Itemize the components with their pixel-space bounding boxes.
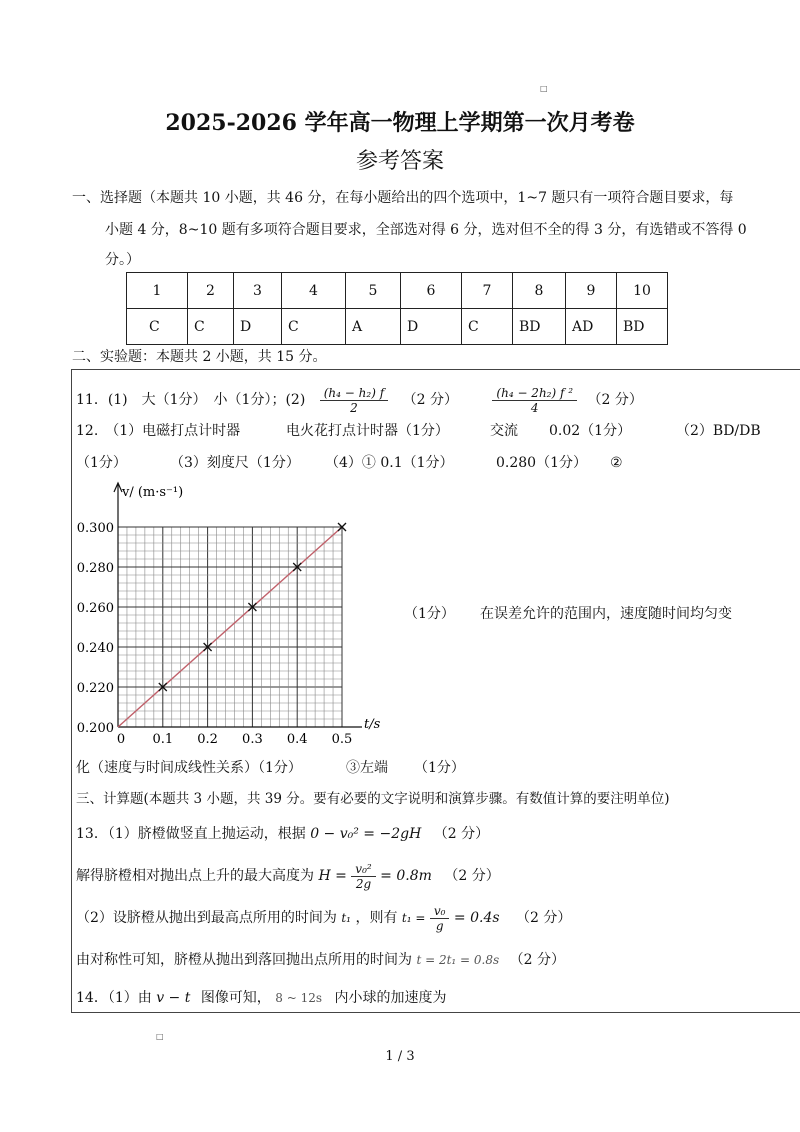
table-cell: C	[462, 309, 513, 345]
y-tick-label: 0.280	[76, 561, 114, 576]
q12-part-m: 化（速度与时间成线性关系）（1分）	[76, 760, 302, 776]
q13-line2-eq-rhs: = 0.8m	[380, 868, 432, 884]
table-cell: C	[188, 309, 234, 345]
section2-heading: 二、实验题：本题共 2 小题，共 15 分。	[72, 349, 327, 365]
q12-part-n: ③左端	[346, 760, 388, 776]
q13-line4	[76, 950, 565, 970]
table-cell: 4	[282, 273, 346, 309]
table-cell: 6	[401, 273, 462, 309]
table-cell: 3	[234, 273, 282, 309]
q12-part-e: （2）BD/DB	[676, 423, 761, 439]
q12-part-o: （1分）	[414, 760, 465, 776]
q13-line1-text: 13．（1）脐橙做竖直上抛运动，根据	[76, 826, 306, 842]
q14-range: 8 ~ 12s	[275, 991, 323, 1005]
answer-table	[126, 272, 668, 345]
q13-line4-score: （2 分）	[509, 952, 565, 968]
q11-fraction-2	[492, 386, 577, 415]
q13-line4-equation: t = 2t₁ = 0.8s	[416, 953, 500, 967]
table-cell: 2	[188, 273, 234, 309]
q13-line2-score: （2 分）	[444, 868, 500, 884]
page-number: 1 / 3	[385, 1049, 415, 1064]
q12-part-g: （3）刻度尺（1分）	[170, 455, 300, 471]
section1-line1: 一、选择题（本题共 10 小题，共 46 分，在每小题给出的四个选项中，1~7 题只有一项符合题目要求，每	[72, 190, 734, 206]
q12-part-d: 0.02（1分）	[549, 423, 632, 439]
q13-line1	[76, 824, 489, 844]
chart-ylabel: v/ (m·s⁻¹)	[122, 485, 184, 500]
q12-part-h: （4）① 0.1（1分）	[325, 455, 454, 471]
q13-line3-text: （2）设脐橙从抛出到最高点所用的时间为	[76, 910, 337, 926]
table-cell: BD	[617, 309, 668, 345]
q12-part-c: 交流	[490, 423, 518, 439]
answer-table-numbers-row	[127, 273, 668, 309]
q12-part-f: （1分）	[76, 455, 127, 471]
q13-line1-score: （2 分）	[433, 826, 490, 842]
q14-line1	[76, 988, 446, 1008]
q11-score-2: （2 分）	[587, 392, 643, 408]
q12-part-a: 12. （1）电磁打点计时器	[76, 423, 241, 439]
x-tick-label: 0.2	[197, 732, 218, 747]
table-cell: 8	[513, 273, 566, 309]
q11-prefix: 11．(1) 大（1分） 小（1分）；(2)	[76, 392, 306, 408]
q13-line3-score: （2 分）	[516, 910, 572, 926]
q13-line3-mid: ，则有	[355, 910, 398, 926]
y-tick-label: 0.220	[76, 681, 114, 696]
y-tick-label: 0.200	[76, 721, 114, 736]
x-tick-label: 0.3	[242, 732, 263, 747]
table-cell: D	[401, 309, 462, 345]
q13-line3	[76, 900, 571, 936]
q11-frac2-num: (h₄ − 2h₂) f ²	[492, 386, 577, 401]
q11-fraction-1	[320, 386, 388, 415]
q13-line2-num: v₀²	[351, 862, 375, 877]
table-cell: BD	[513, 309, 566, 345]
q12-part-i: 0.280（1分）	[496, 455, 587, 471]
top-mark: □	[540, 84, 548, 93]
table-cell: 7	[462, 273, 513, 309]
q13-line2	[76, 858, 500, 894]
table-cell: 1	[127, 273, 188, 309]
q13-line3-t: t₁	[341, 911, 351, 925]
page-subtitle: 参考答案	[355, 149, 444, 174]
q11-frac1-den: 2	[350, 400, 358, 415]
q13-line3-fraction	[430, 904, 450, 933]
q11-frac1-num: (h₄ − h₂) f	[320, 386, 388, 401]
section1-line2: 小题 4 分，8~10 题有多项符合题目要求，全部选对得 6 分，选对但不全的得 3 分，有选错或不答得 0	[105, 222, 747, 238]
q11-score-1: （2 分）	[402, 392, 458, 408]
bottom-mark: □	[156, 1032, 164, 1041]
x-tick-label: 0	[116, 732, 126, 747]
q12-part-k: （1分）	[404, 606, 455, 622]
q11-frac2-den: 4	[530, 400, 539, 415]
q13-line2-den: 2g	[355, 876, 372, 891]
q11-line	[76, 385, 643, 415]
q14-text-c: 内小球的加速度为	[334, 990, 447, 1006]
table-cell: C	[282, 309, 346, 345]
q13-line2-eq-lhs: H =	[318, 868, 347, 884]
table-cell: A	[346, 309, 401, 345]
q13-line3-eq-rhs: = 0.4s	[453, 910, 500, 926]
page-title: 2025-2026 学年高一物理上学期第一次月考卷	[165, 110, 635, 136]
q13-line2-fraction	[351, 862, 375, 891]
table-cell: 10	[617, 273, 668, 309]
q13-line2-text: 解得脐橙相对抛出点上升的最大高度为	[76, 868, 314, 884]
section1-line3: 分。）	[105, 252, 140, 268]
y-tick-label: 0.240	[76, 641, 114, 656]
q13-line3-den: g	[435, 918, 444, 933]
velocity-time-chart	[72, 480, 388, 750]
q13-line3-eq-lhs: t₁ =	[401, 911, 426, 925]
section3-heading: 三、计算题(本题共 3 小题，共 39 分。要有必要的文字说明和演算步骤。有数值计算的要注明单位)	[76, 791, 670, 807]
x-tick-label: 0.1	[152, 732, 174, 747]
y-tick-label: 0.260	[76, 601, 114, 616]
q14-vt: v − t	[156, 990, 191, 1006]
q13-line1-equation: 0 − v₀² = −2gH	[310, 826, 422, 842]
q14-text-a: 14．（1）由	[76, 990, 152, 1006]
table-cell: 5	[346, 273, 401, 309]
table-cell: C	[127, 309, 188, 345]
y-tick-label: 0.300	[76, 521, 114, 536]
table-cell: AD	[566, 309, 617, 345]
x-tick-label: 0.4	[286, 732, 308, 747]
table-cell: 9	[566, 273, 617, 309]
q13-line3-num: v₀	[430, 904, 450, 919]
q12-part-l: 在误差允许的范围内，速度随时间均匀变	[480, 606, 732, 622]
q12-part-b: 电火花打点计时器（1分）	[286, 423, 449, 439]
table-cell: D	[234, 309, 282, 345]
q14-text-b: 图像可知，	[200, 990, 271, 1006]
x-tick-label: 0.5	[331, 732, 353, 747]
answer-table-answers-row	[127, 309, 668, 345]
q13-line4-text: 由对称性可知，脐橙从抛出到落回抛出点所用的时间为	[76, 952, 412, 968]
q12-part-j: ②	[610, 455, 623, 471]
chart-xlabel: t/s	[364, 717, 381, 732]
